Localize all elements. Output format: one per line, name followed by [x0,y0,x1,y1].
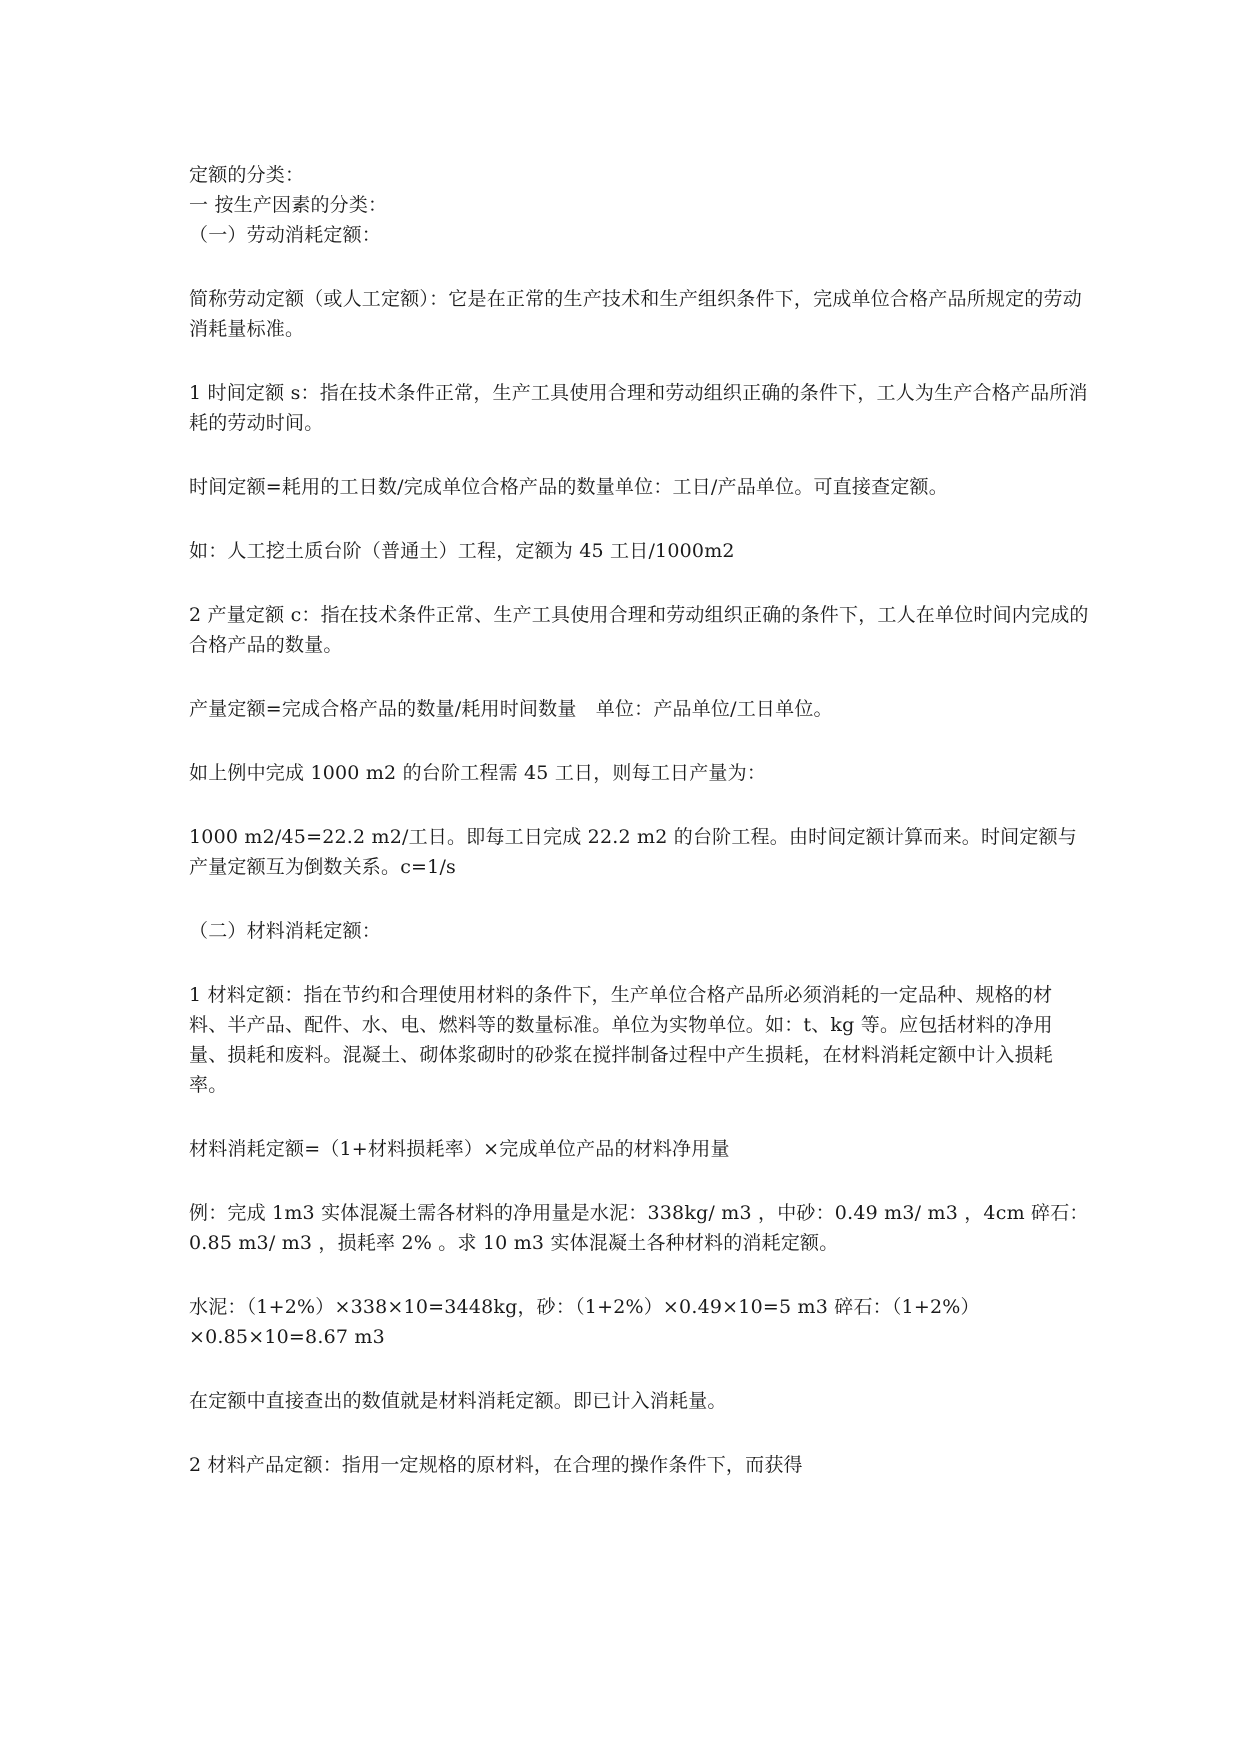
output-example-intro: 如上例中完成 1000 m2 的台阶工程需 45 工日，则每工日产量为： [189,762,767,784]
time-quota-formula: 时间定额=耗用的工日数/完成单位合格产品的数量单位：工日/产品单位。可直接查定额。 [189,476,948,498]
material-quota-formula: 材料消耗定额=（1+材料损耗率）×完成单位产品的材料净用量 [189,1138,730,1160]
labor-quota-definition: 简称劳动定额（或人工定额）：它是在正常的生产技术和生产组织条件下，完成单位合格产品所规定的劳动消耗量标准。 [189,288,1082,340]
output-quota-formula: 产量定额=完成合格产品的数量/耗用时间数量 单位：产品单位/工日单位。 [189,698,833,720]
output-example-calculation: 1000 m2/45=22.2 m2/工日。即每工日完成 22.2 m2 的台阶工程。由时间定额计算而来。时间定额与产量定额互为倒数关系。c=1/s [189,826,1077,878]
material-product-definition: 2 材料产品定额：指用一定规格的原材料，在合理的操作条件下，而获得 [189,1454,803,1476]
heading-material-quota: （二）材料消耗定额： [189,920,382,942]
material-note: 在定额中直接查出的数值就是材料消耗定额。即已计入消耗量。 [189,1390,727,1412]
output-quota-definition: 2 产量定额 c：指在技术条件正常、生产工具使用合理和劳动组织正确的条件下，工人在单位时间内完成的合格产品的数量。 [189,604,1089,656]
time-quota-definition: 1 时间定额 s：指在技术条件正常，生产工具使用合理和劳动组织正确的条件下，工人为生产合格产品所消耗的劳动时间。 [189,382,1088,434]
document-body [189,160,1089,1480]
material-quota-definition: 1 材料定额：指在节约和合理使用材料的条件下，生产单位合格产品所必须消耗的一定品种、规格的材料、半产品、配件、水、电、燃料等的数量标准。单位为实物单位。如：t、kg 等。应包括材料的净用量、损耗和废料。混凝土、砌体浆砌时的砂浆在搅拌制备过程中产生损耗，在材料消耗定额中计入损耗率。 [189,984,1054,1096]
time-quota-example: 如：人工挖土质台阶（普通土）工程，定额为 45 工日/1000m2 [189,540,735,562]
material-example: 例：完成 1m3 实体混凝土需各材料的净用量是水泥：338kg/ m3 ，中砂：0.49 m3/ m3 ，4cm 碎石：0.85 m3/ m3 ，损耗率 2% 。求 10 m3 实体混凝土各种材料的消耗定额。 [189,1202,1089,1254]
material-solution: 水泥：（1+2%）×338×10=3448kg，砂：（1+2%）×0.49×10=5 m3 碎石：（1+2%）×0.85×10=8.67 m3 [189,1296,980,1348]
heading-classification: 定额的分类： [189,164,305,186]
heading-labor-quota: （一）劳动消耗定额： [189,224,382,246]
heading-by-production-factor: 一 按生产因素的分类： [189,194,388,216]
